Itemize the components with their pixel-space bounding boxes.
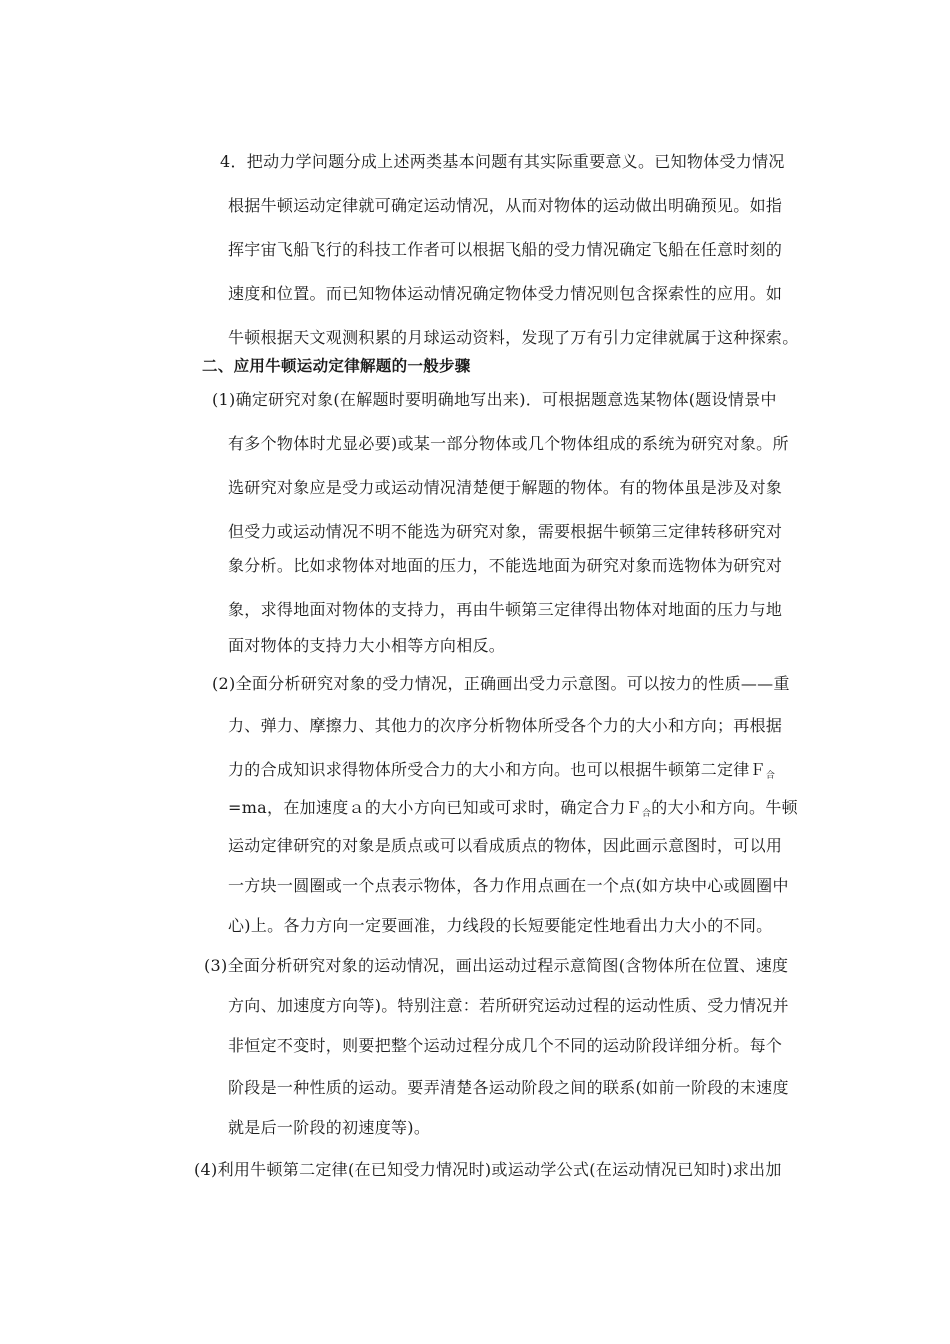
step2-line-1: (2)全面分析研究对象的受力情况，正确画出受力示意图。可以按力的性质——重 [212, 674, 790, 693]
step3-line-2: 方向、加速度方向等)。特别注意：若所研究运动过程的运动性质、受力情况并 [228, 996, 789, 1015]
step1-line-1: (1)确定研究对象(在解题时要明确地写出来)．可根据题意选某物体(题设情景中 [212, 390, 777, 409]
section-heading: 二、应用牛顿运动定律解题的一般步骤 [202, 357, 471, 375]
step3-line-4: 阶段是一种性质的运动。要弄清楚各运动阶段之间的联系(如前一阶段的末速度 [228, 1078, 789, 1097]
para4-line-2: 根据牛顿运动定律就可确定运动情况，从而对物体的运动做出明确预见。如指 [228, 196, 783, 215]
step2-line-3 [228, 760, 775, 786]
step2-line-4-text-b: 的大小和方向。牛顿 [651, 798, 798, 817]
step2-line-2: 力、弹力、摩擦力、其他力的次序分析物体所受各个力的大小和方向；再根据 [228, 716, 783, 735]
step1-line-7: 面对物体的支持力大小相等方向相反。 [228, 636, 506, 655]
para4-line-3: 挥宇宙飞船飞行的科技工作者可以根据飞船的受力情况确定飞船在任意时刻的 [228, 240, 783, 259]
step2-line-4 [228, 798, 798, 824]
para4-line-1: 4．把动力学问题分成上述两类基本问题有其实际重要意义。已知物体受力情况 [220, 152, 785, 171]
step2-line-4-text-a: =ma，在加速度ａ的大小方向已知或可求时，确定合力Ｆ [228, 798, 642, 817]
step3-line-3: 非恒定不变时，则要把整个运动过程分成几个不同的运动阶段详细分析。每个 [228, 1036, 783, 1055]
step2-line-3-text: 力的合成知识求得物体所受合力的大小和方向。也可以根据牛顿第二定律Ｆ [228, 760, 766, 779]
step2-line-7: 心)上。各力方向一定要画准，力线段的长短要能定性地看出力大小的不同。 [228, 916, 773, 935]
step2-line-6: 一方块一圆圈或一个点表示物体，各力作用点画在一个点(如方块中心或圆圈中 [228, 876, 789, 895]
step3-line-5: 就是后一阶段的初速度等)。 [228, 1118, 431, 1137]
subscript-he: 合 [765, 771, 776, 781]
step3-line-1: (3)全面分析研究对象的运动情况，画出运动过程示意简图(含物体所在位置、速度 [204, 956, 789, 975]
step1-line-5: 象分析。比如求物体对地面的压力，不能选地面为研究对象而选物体为研究对 [228, 556, 783, 575]
step2-line-5: 运动定律研究的对象是质点或可以看成质点的物体，因此画示意图时，可以用 [228, 836, 783, 855]
step1-line-4: 但受力或运动情况不明不能选为研究对象，需要根据牛顿第三定律转移研究对 [228, 522, 783, 541]
step4-line-1: (4)利用牛顿第二定律(在已知受力情况时)或运动学公式(在运动情况已知时)求出加 [194, 1160, 782, 1179]
step1-line-2: 有多个物体时尤显必要)或某一部分物体或几个物体组成的系统为研究对象。所 [228, 434, 789, 453]
para4-line-4: 速度和位置。而已知物体运动情况确定物体受力情况则包含探索性的应用。如 [228, 284, 783, 303]
step1-line-3: 选研究对象应是受力或运动情况清楚便于解题的物体。有的物体虽是涉及对象 [228, 478, 783, 497]
step1-line-6: 象，求得地面对物体的支持力，再由牛顿第三定律得出物体对地面的压力与地 [228, 600, 783, 619]
para4-line-5: 牛顿根据天文观测积累的月球运动资料，发现了万有引力定律就属于这种探索。 [228, 328, 799, 347]
subscript-he: 合 [641, 809, 652, 819]
